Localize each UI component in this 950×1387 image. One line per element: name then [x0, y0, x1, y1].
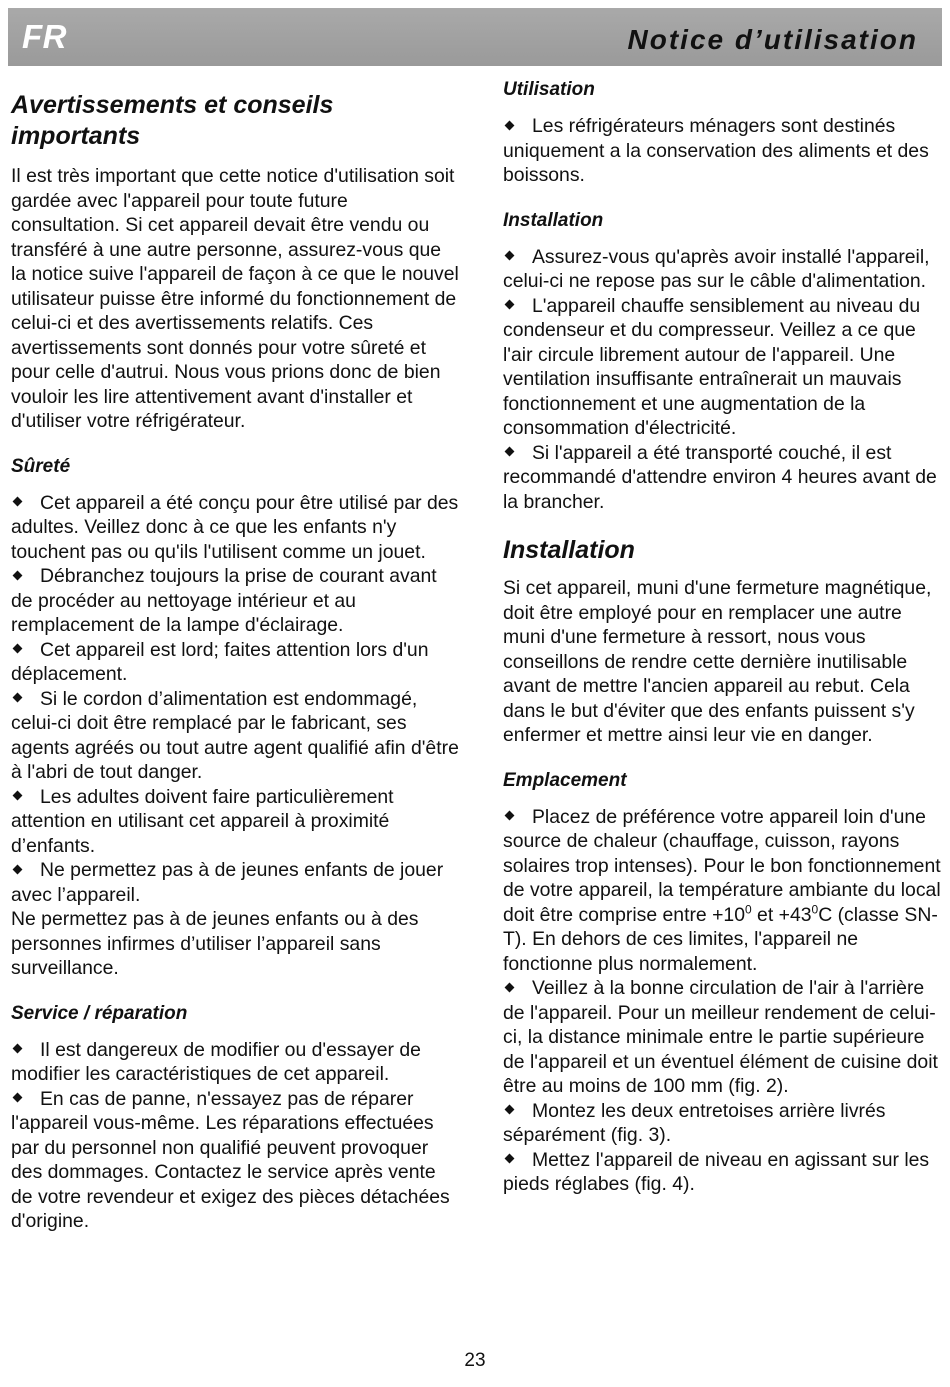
language-code: FR: [22, 18, 67, 55]
list-item: Les réfrigérateurs ménagers sont destinés uniquement a la conservation des aliments et des boissons.: [503, 115, 929, 186]
diamond-bullet-icon: [505, 982, 515, 992]
diamond-bullet-icon: [505, 251, 515, 261]
list-item: Débranchez toujours la prise de courant avant de procéder au nettoyage intérieur et au remplacement de la lampe d'éclairage.: [11, 565, 437, 636]
diamond-bullet-icon: [505, 300, 515, 310]
diamond-bullet-icon: [505, 447, 515, 457]
warnings-intro: Il est très important que cette notice d'utilisation soit gardée avec l'appareil pour toute future consultation. Si cet appareil devait être vendu ou transféré à une autre personne, assurez-vous que la notice suive l'appareil de façon à ce que le nouvel utilisateur puisse être informé du fonctionnement de celui-ci et des avertissements relatifs. Ces avertissements sont donnés pour votre sûreté et pour celle d'autrui. Nous vous prions donc de bien vouloir les lire attentivement avant d'installer et d'utiliser votre réfrigérateur.: [11, 165, 459, 432]
safety-extra-text: Ne permettez pas à de jeunes enfants ou à des personnes infirmes d’utiliser l’appareil sans surveillance.: [11, 908, 419, 979]
diamond-bullet-icon: [13, 570, 23, 580]
installation-text: Si cet appareil, muni d'une fermeture magnétique, doit être employé pour en remplacer une autre muni d'une fermeture à ressort, nous vous conseillons de rendre cette dernière inutilisable avant de mettre l'ancien appareil au rebut. Cela dans le but d'éviter que des enfants puissent s'y enfermer et mettre ainsi leur vie en danger.: [503, 577, 932, 746]
list-item: Assurez-vous qu'après avoir installé l'appareil, celui-ci ne repose pas sur le câble d'alimentation.: [503, 245, 930, 292]
diamond-bullet-icon: [13, 644, 23, 654]
warnings-intro-block: [11, 164, 459, 434]
list-item: Si l'appareil a été transporté couché, il est recommandé d'attendre environ 4 heures avant de la brancher.: [503, 441, 937, 513]
diamond-bullet-icon: [13, 497, 23, 507]
safety-heading: Sûreté: [11, 455, 71, 477]
safety-list: [11, 491, 459, 981]
page-number: 23: [464, 1350, 486, 1371]
diamond-bullet-icon: [13, 693, 23, 703]
diamond-bullet-icon: [505, 1105, 515, 1115]
list-item: Si le cordon d’alimentation est endommagé, celui-ci doit être remplacé par le fabricant, ses agents agréés ou tout autre agent qualifié afin d'être à l'abri de tout danger.: [11, 687, 459, 783]
list-item: L'appareil chauffe sensiblement au niveau du condenseur et du compresseur. Veillez a ce que l'air circule librement autour de l'appareil. Une ventilation insuffisante entraînerait un mauvais fonctionnement et une augmentation de la consommation d'électricité.: [503, 294, 921, 439]
list-item: Placez de préférence votre appareil loin d'une source de chaleur (chauffage, cuisson, rayons solaires trop intenses). Pour le bon fonctionnement de votre appareil, la température ambiante du local doit être comprise entre $+10^0$ et $+43^0C$ (classe SN-T). En dehors de ces limites, l'appareil ne fonctionne plus normalement.: [503, 805, 941, 975]
install-list: [503, 245, 943, 515]
placement-heading: Emplacement: [503, 769, 627, 791]
left-column: [11, 78, 459, 1255]
placement-list: [503, 805, 943, 1197]
installation-block: [503, 576, 943, 748]
list-item: Ne permettez pas à de jeunes enfants de jouer avec l’appareil.: [11, 859, 444, 906]
diamond-bullet-icon: [505, 120, 515, 130]
install-subheading: Installation: [503, 209, 604, 231]
diamond-bullet-icon: [505, 811, 515, 821]
list-item: Veillez à la bonne circulation de l'air à l'arrière de l'appareil. Pour un meilleur rendement de celui-ci, la distance minimale entre le partie supérieure de l'appareil et un éventuel élément de cuisine doit être au moins de 100 mm (fig. 2).: [503, 977, 938, 1097]
document-title: Notice d’utilisation: [627, 24, 918, 55]
list-item: En cas de panne, n'essayez pas de réparer l'appareil vous-même. Les réparations effectuées par du personnel non qualifié peuvent provoquer des dommages. Contactez le service après vente de votre revendeur et exigez des pièces détachées d'origine.: [11, 1087, 450, 1232]
right-column: [503, 78, 943, 1218]
diamond-bullet-icon: [13, 1093, 23, 1103]
list-item: Montez les deux entretoises arrière livrés séparément (fig. 3).: [503, 1099, 886, 1146]
page-header: [8, 8, 942, 66]
list-item: Cet appareil a été conçu pour être utilisé par des adultes. Veillez donc à ce que les enfants n'y touchent pas ou qu'ils l'utilisent comme un jouet.: [11, 491, 459, 563]
diamond-bullet-icon: [13, 791, 23, 801]
service-list: [11, 1038, 459, 1234]
diamond-bullet-icon: [13, 864, 23, 874]
list-item: Mettez l'appareil de niveau en agissant sur les pieds réglabes (fig. 4).: [503, 1148, 930, 1195]
usage-heading: Utilisation: [503, 79, 595, 100]
installation-heading: Installation: [503, 536, 635, 564]
usage-list: [503, 114, 943, 188]
diamond-bullet-icon: [505, 1154, 515, 1164]
list-item: Les adultes doivent faire particulièrement attention en utilisant cet appareil à proximité d’enfants.: [11, 785, 394, 857]
list-item: Il est dangereux de modifier ou d'essayer de modifier les caractéristiques de cet appareil.: [11, 1038, 421, 1085]
service-heading: Service / réparation: [11, 1002, 188, 1024]
warnings-heading: Avertissements et conseils importants: [11, 91, 334, 150]
diamond-bullet-icon: [13, 1044, 23, 1054]
list-item: Cet appareil est lord; faites attention lors d'un déplacement.: [11, 638, 429, 685]
